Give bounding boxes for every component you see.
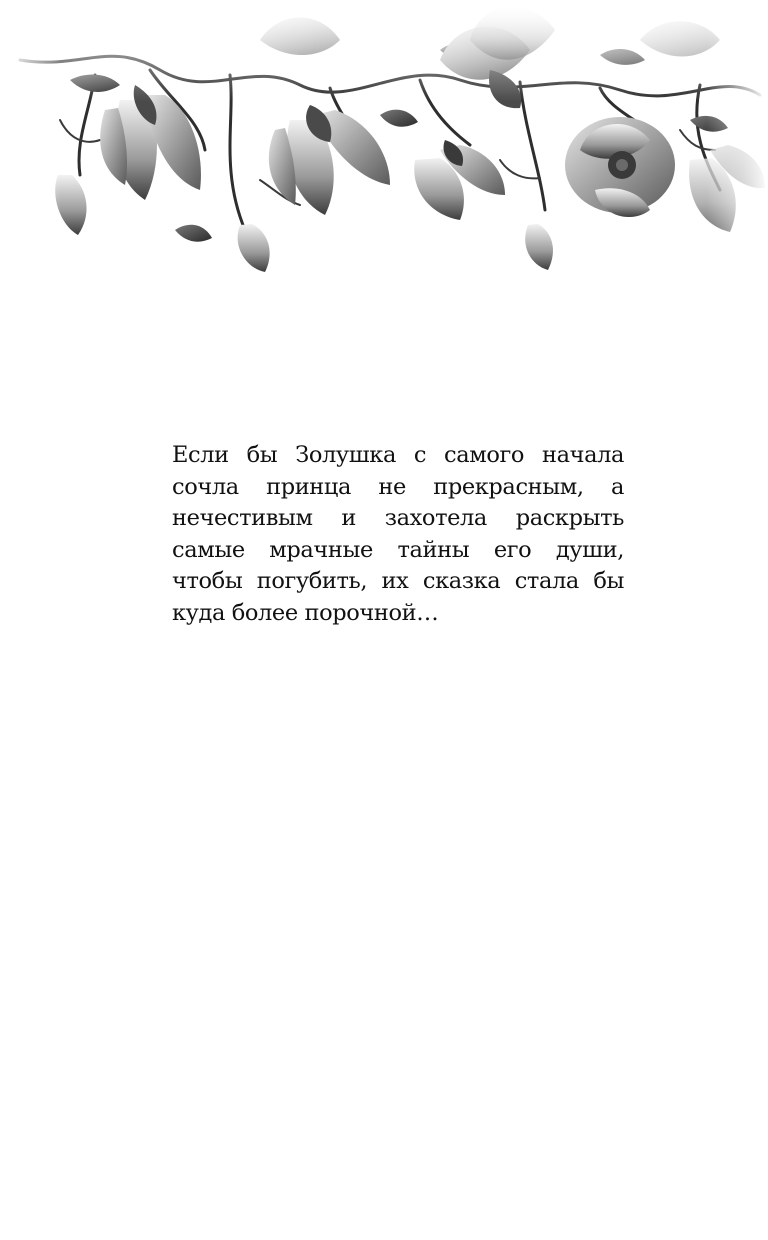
epigraph-text: Если бы Золушка с самого начала сочла принца не прекрасным, а нечестивым и захотела раскрыть самые мрачные тайны его души, чтобы погубить, их сказка стала бы куда более порочной… bbox=[172, 442, 624, 626]
magnolia-flowers-icon bbox=[0, 0, 768, 290]
magnolia-garland bbox=[0, 0, 768, 290]
